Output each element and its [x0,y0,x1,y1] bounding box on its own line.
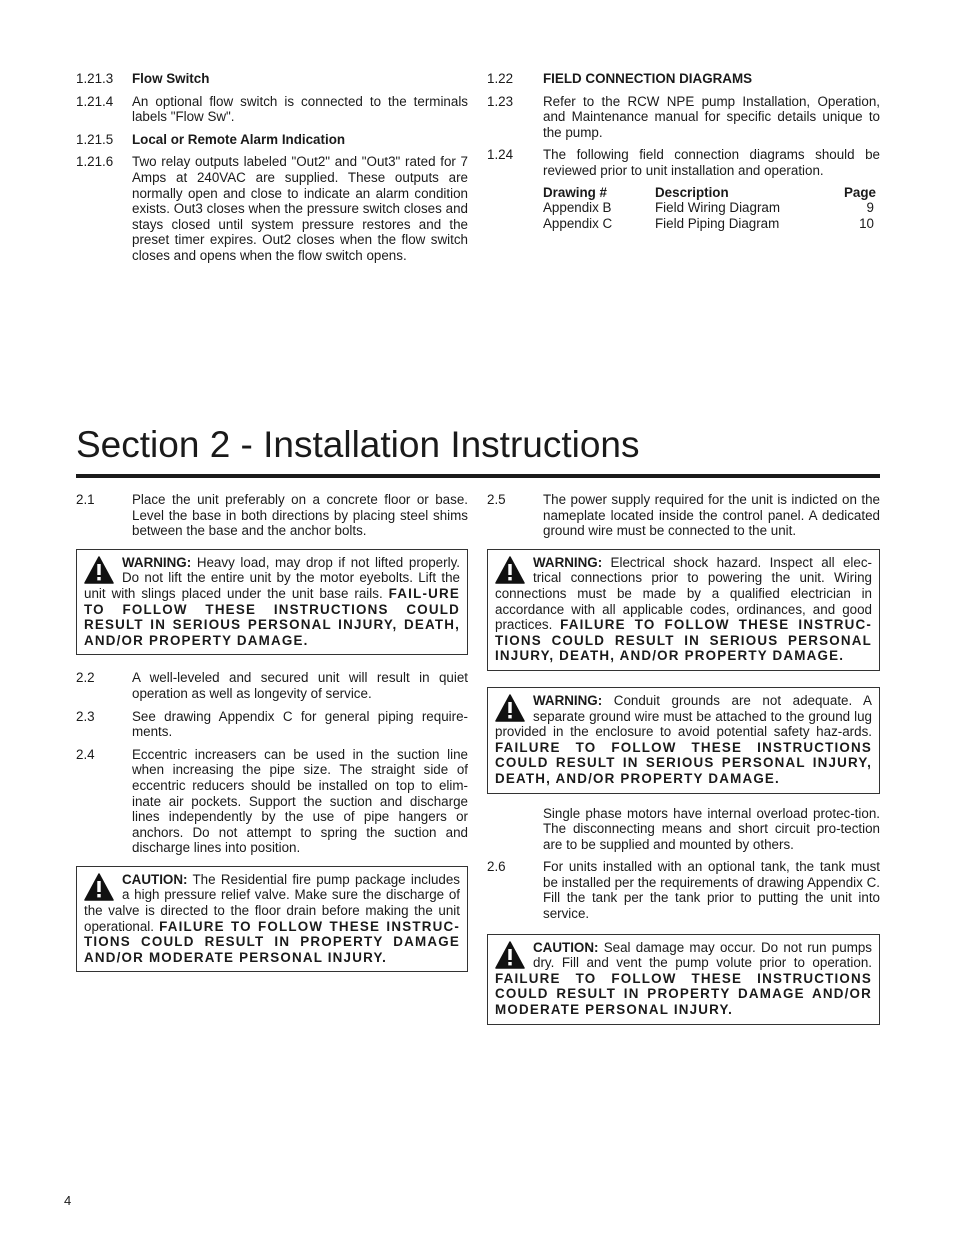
item-number: 2.6 [487,859,506,875]
section-title: Section 2 - Installation Instructions [76,422,880,478]
item-number: 2.5 [487,492,506,507]
notice-text: Heavy load, may drop if not lifted properly. Do not lift the entire unit by the motor eyebolts. Lift the unit with slings placed under the unit base rails. [84,554,460,601]
item-text: Single phase motors have internal overload protec-tion. The disconnecting means and short circuit pro-tection are to be supplied and mounted by others. [543,805,880,852]
caution-box-relief-valve [76,866,468,973]
item-2-3 [76,709,468,740]
top-left-column [76,71,468,271]
notice-label: CAUTION: [533,939,599,955]
item-number: 1.21.5 [76,131,114,147]
notice-consequence: FAILURE TO FOLLOW THESE INSTRUC-TIONS COULD RESULT IN PROPERTY DAMAGE AND/OR MODERATE PERSONAL INJURY. [84,918,461,965]
notice-consequence: FAILURE TO FOLLOW THESE INSTRUCTIONS COULD RESULT IN SERIOUS PERSONAL INJURY, DEATH, AND/OR PROPERTY DAMAGE. [495,739,872,786]
item-indent [487,806,543,853]
notice-label: CAUTION: [122,871,188,887]
item-2-2 [76,670,468,701]
item-1-21-4 [76,94,468,125]
section2-left-column [76,492,468,984]
warning-triangle-icon [84,873,114,901]
warning-triangle-icon [84,556,114,584]
top-right-column [487,71,880,231]
item-number: 1.24 [487,147,514,163]
item-text: Two relay outputs labeled "Out2" and "Out3" rated for 7 Amps at 240VAC are supplied. These outputs are normally open and close to indicate an alarm condition exists. Out3 closes when the pressure switch closes and stays closed until system pressure restores and the preset timer expires. Out2 closes when the flow switch closes and opens when the flow switch opens. [132,154,468,263]
caution-box-seal-damage [487,934,880,1025]
notice-text: Seal damage may occur. Do not run pumps dry. Fill and vent the pump volute prior to operation. [533,939,872,971]
item-2-1 [76,492,468,539]
table-cell: Field Piping Diagram [655,215,780,231]
table-header: Description [655,184,729,200]
item-text: Place the unit preferably on a concrete floor or base. Level the base in both directions by placing steel shims between the base and the anchor bolts. [132,492,468,539]
item-number: 1.23 [487,93,514,109]
item-1-21-6 [76,154,468,263]
item-number: 2.4 [76,746,95,762]
item-number: 2.3 [76,708,95,724]
single-phase-note [487,806,880,853]
item-2-5 [487,492,880,539]
item-text: Eccentric increasers can be used in the suction line when increasing the pipe size. The straight side of eccentric reducers should be installed on top to elim-inate air pockets. Support the suction and discharge lines independently by the use of pipe hangers or anchors. Do not attempt to spring the suction and discharge lines into position. [132,746,468,856]
item-text: See drawing Appendix C for general piping require-ments. [132,708,468,740]
item-1-22 [487,71,880,87]
warning-box-electrical-shock [487,549,880,671]
item-number: 1.21.3 [76,71,114,86]
notice-text: Conduit grounds are not adequate. A separate ground wire must be attached to the ground lug provided in the enclosure to avoid potential safety haz-ards. [495,692,872,740]
item-text: Refer to the RCW NPE pump Installation, Operation, and Maintenance manual for specific details unique to the pump. [543,93,880,140]
notice-label: WARNING: [533,692,603,708]
item-number: 2.2 [76,670,95,686]
notice-text: The Residential fire pump package includes a high pressure relief valve. Make sure the discharge of the valve is directed to the floor drain before making the unit operational. [84,871,460,934]
item-number: 2.1 [76,492,95,507]
warning-box-conduit-grounds [487,687,880,794]
drawings-table [543,185,880,232]
warning-triangle-icon [495,556,525,584]
section2-right-column [487,492,880,1037]
table-cell: Appendix B [543,200,612,216]
notice-consequence: FAILURE TO FOLLOW THESE INSTRUCTIONS COULD RESULT IN PROPERTY DAMAGE AND/OR MODERATE PERSONAL INJURY. [495,970,872,1018]
warning-triangle-icon [495,941,525,969]
notice-label: WARNING: [122,554,192,570]
item-number: 1.21.6 [76,154,114,170]
item-1-24 [487,147,880,178]
table-header: Drawing # [543,184,607,200]
warning-box-heavy-load [76,549,468,656]
table-header: Page [843,184,876,200]
item-1-21-3 [76,71,468,87]
notice-text: Electrical shock hazard. Inspect all elec-trical connections prior to powering the unit. Wiring connections must be made by a qualified electrician in accordance with all applicable codes, ordinances, and good practices. [495,554,872,633]
table-cell: Appendix C [543,215,613,231]
item-number: 1.21.4 [76,93,114,109]
item-text: For units installed with an optional tank, the tank must be installed per the requirements of drawing Appendix C. Fill the tank per the tank prior to putting the unit into service. [543,859,880,922]
table-cell: 10 [859,215,874,231]
page-number: 4 [64,1193,72,1208]
notice-label: WARNING: [533,554,603,570]
notice-consequence: FAILURE TO FOLLOW THESE INSTRUC-TIONS COULD RESULT IN SERIOUS PERSONAL INJURY, DEATH, AND/OR PROPERTY DAMAGE. [495,617,872,664]
item-2-4 [76,747,468,856]
item-text: A well-leveled and secured unit will result in quiet operation as well as longevity of service. [132,670,468,701]
table-cell: 9 [866,200,874,216]
item-text: An optional flow switch is connected to the terminals labels "Flow Sw". [132,93,468,125]
item-2-6 [487,859,880,921]
warning-triangle-icon [495,694,525,722]
item-heading: FIELD CONNECTION DIAGRAMS [543,71,753,86]
item-text: The following field connection diagrams should be reviewed prior to unit installation and operation. [543,147,880,178]
item-text: The power supply required for the unit is indicted on the nameplate located inside the control panel. A dedicated ground wire must be connected to the unit. [543,492,880,539]
item-heading: Flow Switch [132,71,210,86]
table-cell: Field Wiring Diagram [655,200,781,216]
item-number: 1.22 [487,71,514,86]
item-heading: Local or Remote Alarm Indication [132,131,346,147]
notice-consequence: FAIL-URE TO FOLLOW THESE INSTRUCTIONS COULD RESULT IN SERIOUS PERSONAL INJURY, DEATH, AND/OR PROPERTY DAMAGE. [84,585,460,648]
item-1-23 [487,94,880,141]
item-1-21-5 [76,132,468,148]
